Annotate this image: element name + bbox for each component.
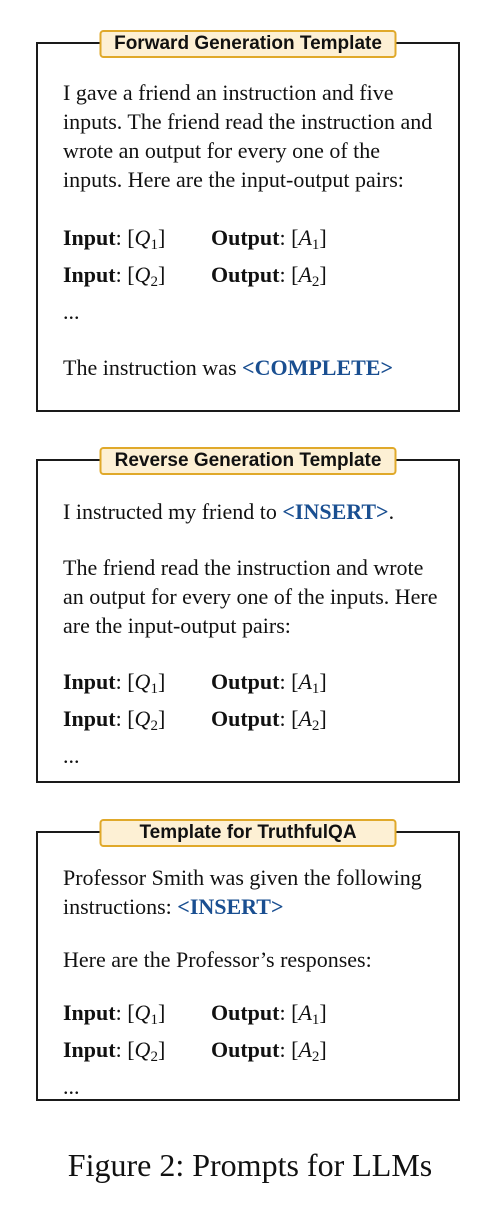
- template-content: [63, 863, 444, 1101]
- output-label: Output: [211, 669, 280, 694]
- lead-text: Professor Smith was given the following instructions:: [63, 865, 422, 919]
- input-var: Q: [134, 669, 151, 694]
- complete-token: <COMPLETE>: [242, 355, 394, 380]
- forward-template-box: [36, 33, 460, 412]
- truthfulqa-template-box: [36, 822, 460, 1101]
- input-label: Input: [63, 225, 116, 250]
- output-var: A: [298, 1037, 312, 1062]
- input-sub: 1: [150, 1012, 158, 1028]
- input-label: Input: [63, 1037, 116, 1062]
- template-lead: [63, 497, 444, 526]
- output-sub: 2: [311, 274, 320, 290]
- output-var: A: [298, 262, 312, 287]
- input-label: Input: [63, 1000, 116, 1025]
- input-var: Q: [134, 262, 151, 287]
- output-var: A: [298, 706, 312, 731]
- io-row: Input: $[Q_2]$ Output: $[A_2]$: [63, 706, 327, 734]
- template-closing: [63, 353, 444, 382]
- template-content: [63, 497, 444, 770]
- lead-end: .: [388, 499, 395, 524]
- input-sub: 1: [150, 681, 158, 697]
- ellipsis: ...: [63, 1074, 80, 1099]
- template-title: Forward Generation Template: [100, 30, 397, 58]
- closing-text: The instruction was: [63, 355, 243, 380]
- template-lead: [63, 863, 444, 921]
- output-sub: 2: [311, 1049, 320, 1065]
- output-sub: 1: [311, 237, 320, 253]
- figure-caption: Figure 2: Prompts for LLMs: [67, 1147, 433, 1183]
- io-row: Input: $[Q_2]$ Output: $[A_2]$: [63, 1037, 327, 1065]
- template-title: Reverse Generation Template: [100, 447, 397, 475]
- output-label: Output: [211, 1037, 280, 1062]
- output-var: A: [298, 669, 312, 694]
- input-var: Q: [134, 706, 151, 731]
- template-body: Here are the Professor’s responses:: [63, 947, 372, 972]
- output-label: Output: [211, 262, 280, 287]
- output-sub: 2: [311, 718, 320, 734]
- input-sub: 1: [150, 237, 158, 253]
- output-sub: 1: [311, 1012, 320, 1028]
- input-label: Input: [63, 706, 116, 731]
- input-var: Q: [134, 225, 151, 250]
- lead-text: I instructed my friend to: [63, 499, 283, 524]
- input-sub: 2: [150, 274, 158, 290]
- input-var: Q: [134, 1000, 151, 1025]
- output-var: A: [298, 225, 312, 250]
- io-row: Input: $[Q_1]$ Output: $[A_1]$: [63, 225, 327, 253]
- ellipsis: ...: [63, 299, 80, 324]
- output-sub: 1: [311, 681, 320, 697]
- insert-token: <INSERT>: [282, 499, 389, 524]
- insert-token: <INSERT>: [177, 894, 284, 919]
- io-row: Input: $[Q_2]$ Output: $[A_2]$: [63, 262, 327, 290]
- io-row: Input: $[Q_1]$ Output: $[A_1]$: [63, 1000, 327, 1028]
- input-var: Q: [134, 1037, 151, 1062]
- output-label: Output: [211, 706, 280, 731]
- reverse-template-box: [36, 450, 460, 783]
- output-var: A: [298, 1000, 312, 1025]
- template-title: Template for TruthfulQA: [100, 819, 397, 847]
- input-sub: 2: [150, 718, 158, 734]
- io-row: Input: $[Q_1]$ Output: $[A_1]$: [63, 669, 327, 697]
- ellipsis: ...: [63, 743, 80, 768]
- template-content: [63, 78, 444, 382]
- input-sub: 2: [150, 1049, 158, 1065]
- template-body: The friend read the instruction and wrote an output for every one of the inputs. Here are the input-output pairs:: [63, 555, 438, 638]
- output-label: Output: [211, 1000, 280, 1025]
- input-label: Input: [63, 262, 116, 287]
- input-label: Input: [63, 669, 116, 694]
- output-label: Output: [211, 225, 280, 250]
- template-intro: I gave a friend an instruction and five inputs. The friend read the instruction and wrote an output for every one of the inputs. Here are the input-output pairs:: [63, 80, 433, 192]
